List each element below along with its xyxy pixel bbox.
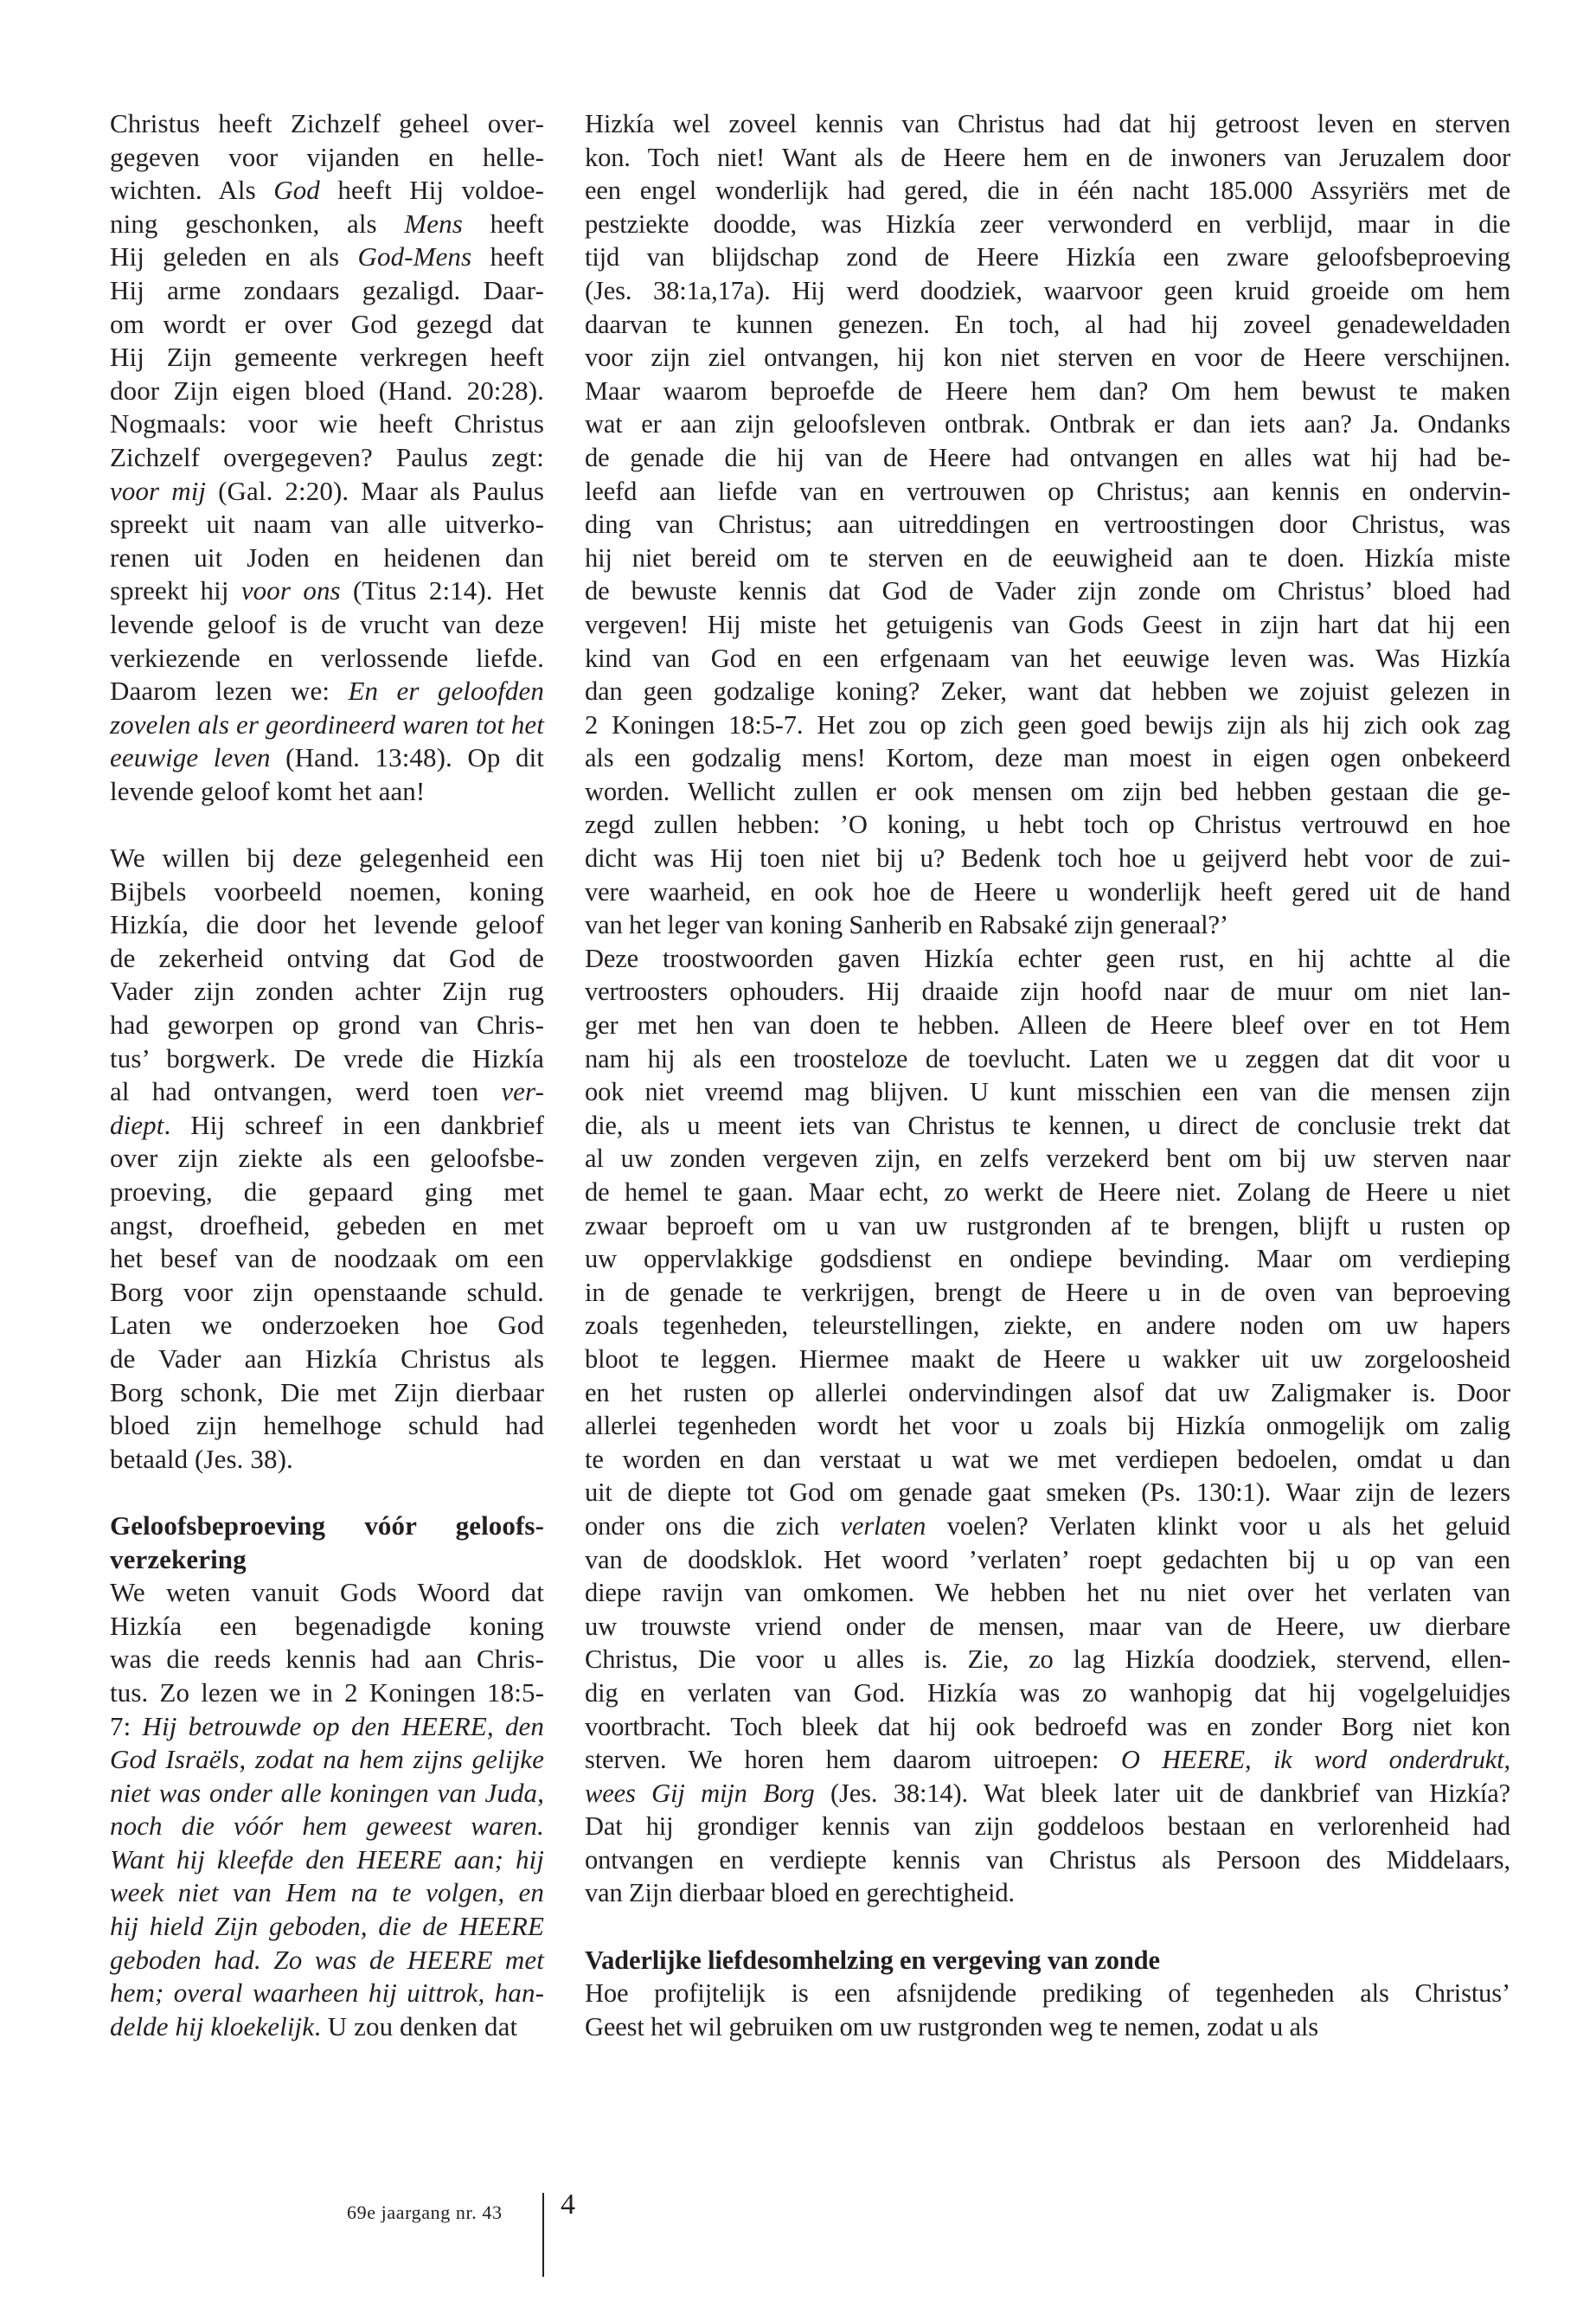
- body-text-line: Deze troostwoorden gaven Hizkía echter geen rust, en hij achtte al die: [585, 943, 1510, 973]
- body-text-line: als een godzalig mens! Kortom, deze man moest in eigen ogen onbekeerd: [585, 743, 1510, 773]
- body-text-line: ding van Christus; aan uitreddingen en vertroostingen door Christus, was: [585, 510, 1510, 540]
- emphasis-text: God-Mens: [357, 241, 472, 272]
- body-text-line: Hoe profijtelijk is een afsnijdende prediking of tegenheden als Christus’: [585, 1978, 1510, 2009]
- body-text-line: proeving, die gepaard ging met: [110, 1176, 544, 1207]
- body-text-line: [110, 1876, 544, 1910]
- body-text-line: had geworpen op grond van Chris-: [110, 1009, 544, 1041]
- section-heading: Vaderlijke liefdesomhelzing en vergeving van zonde: [585, 1945, 1160, 1975]
- body-text-line: Hij geleden en als God-Mens heeft: [110, 241, 544, 272]
- page-footer: [0, 2158, 1596, 2288]
- body-text-line: spreekt hij voor ons (Titus 2:14). Het: [110, 575, 544, 606]
- body-text-line: vere waarheid, en ook hoe de Heere u wonderlijk heeft gered uit de hand: [585, 876, 1510, 907]
- body-text-line: [110, 1944, 544, 1977]
- body-text-line: voor zijn ziel ontvangen, hij kon niet sterven en voor de Heere verschijnen.: [585, 343, 1510, 373]
- body-text-line: [110, 1743, 544, 1777]
- body-text-line: vergeven! Hij miste het getuigenis van Gods Geest in zijn hart dat hij een: [585, 609, 1510, 639]
- body-text-line: kind van God en een erfgenaam van het eeuwige leven was. Was Hizkía: [585, 643, 1510, 673]
- body-text-line: ning geschonken, als Mens heeft: [110, 208, 544, 239]
- emphasis-text: zovelen als er geordineerd waren tot het: [110, 708, 544, 740]
- body-text-line: [110, 1810, 544, 1843]
- body-text-line: hij niet bereid om te sterven en de eeuwigheid aan te doen. Hizkía miste: [585, 542, 1510, 573]
- body-text-line: angst, droefheid, gebeden en met: [110, 1209, 544, 1240]
- body-text-line: daarvan te kunnen genezen. En toch, al had hij zoveel genadeweldaden: [585, 309, 1510, 339]
- body-text-line: Hij Zijn gemeente verkregen heeft: [110, 342, 544, 373]
- body-text-line: leefd aan liefde van en vertrouwen op Christus; aan kennis en ondervin-: [585, 476, 1510, 506]
- body-text-line: Maar waarom beproefde de Heere hem dan? Om hem bewust te maken: [585, 375, 1510, 406]
- emphasis-text: hem; overal waarheen hij uittrok, han-: [110, 1977, 544, 2009]
- body-text-line: sterven. We horen hem daarom uitroepen: O HEERE, ik word onderdrukt,: [585, 1745, 1510, 1775]
- body-text-line: van Zijn dierbaar bloed en gerechtigheid.: [585, 1878, 1015, 1908]
- body-text-line: van de doodsklok. Het woord ’verlaten’ roept gedachten bij u op van een: [585, 1544, 1510, 1574]
- body-text-line: Vader zijn zonden achter Zijn rug: [110, 976, 544, 1007]
- body-text-line: verkiezende en verlossende liefde.: [110, 642, 544, 673]
- body-text-line: was die reeds kennis had aan Chris-: [110, 1644, 544, 1675]
- footer-divider: [542, 2193, 544, 2277]
- body-text-line: het besef van de noodzaak om een: [110, 1243, 544, 1274]
- emphasis-text: geboden had. Zo was de HEERE met: [110, 1944, 544, 1975]
- emphasis-text: hij hield Zijn geboden, die de HEERE: [110, 1911, 544, 1942]
- body-text-line: al uw zonden vergeven zijn, en zelfs verzekerd bent om bij uw sterven naar: [585, 1144, 1510, 1174]
- body-text-line: diept. Hij schreef in een dankbrief: [110, 1109, 544, 1140]
- emphasis-text: God: [273, 175, 320, 206]
- emphasis-text: voor ons: [240, 575, 341, 606]
- emphasis-text: eeuwige leven: [110, 742, 271, 773]
- body-text-line: de genade die hij van de Heere had ontvangen en alles wat hij had be-: [585, 442, 1510, 472]
- emphasis-text: En er geloofden: [348, 676, 544, 707]
- right-column: [585, 107, 1510, 2043]
- body-text-line: Bijbels voorbeeld noemen, koning: [110, 875, 544, 907]
- body-text-line: zwaar beproeft om u van uw rustgronden af te brengen, blijft u rusten op: [585, 1210, 1510, 1240]
- body-text-line: (Jes. 38:1a,17a). Hij werd doodziek, waarvoor geen kruid groeide om hem: [585, 275, 1510, 305]
- body-text-line: [110, 1910, 544, 1944]
- body-text-line: door Zijn eigen bloed (Hand. 20:28).: [110, 375, 544, 406]
- body-text-line: Christus heeft Zichzelf geheel over-: [110, 108, 544, 138]
- emphasis-text: O HEERE, ik word onderdrukt,: [1120, 1745, 1510, 1775]
- body-text-line: delde hij kloekelijk. U zou denken dat: [110, 2010, 518, 2041]
- body-text-line: ger met hen van doen te hebben. Alleen de Heere bleef over en tot Hem: [585, 1010, 1510, 1041]
- body-text-line: bloed zijn hemelhoge schuld had: [110, 1410, 544, 1441]
- body-text-line: [110, 1777, 544, 1811]
- body-text-line: om wordt er over God gezegd dat: [110, 308, 544, 339]
- body-text-line: uw oppervlakkige godsdienst en ondiepe bevinding. Maar om verdieping: [585, 1244, 1510, 1274]
- emphasis-text: ver-: [501, 1076, 544, 1107]
- body-text-line: nam hij als een troosteloze de toevlucht. Laten we u zeggen dat dit voor u: [585, 1043, 1510, 1074]
- body-text-line: spreekt uit naam van alle uitverko-: [110, 509, 544, 540]
- body-text-line: tus’ borgwerk. De vrede die Hizkía: [110, 1042, 544, 1074]
- left-column: [110, 107, 544, 2043]
- body-text-line: ook niet vreemd mag blijven. U kunt misschien een van die mensen zijn: [585, 1077, 1510, 1107]
- section-heading: Geloofsbeproeving vóór geloofs-: [110, 1509, 544, 1541]
- body-text-line: Borg voor zijn openstaande schuld.: [110, 1276, 544, 1307]
- body-text-line: zoals tegenheden, teleurstellingen, ziekte, en andere noden om uw hapers: [585, 1311, 1510, 1341]
- body-text-line: Dat hij grondiger kennis van zijn goddeloos bestaan en verlorenheid had: [585, 1811, 1510, 1842]
- body-text-line: Hizkía een begenadigde koning: [110, 1610, 544, 1641]
- body-text-line: uw trouwste vriend onder de mensen, maar van de Heere, uw dierbare: [585, 1611, 1510, 1641]
- body-text-line: Daarom lezen we: En er geloofden: [110, 676, 544, 707]
- body-text-line: [110, 1843, 544, 1877]
- body-text-line: Geest het wil gebruiken om uw rustgronden weg te nemen, zodat u als: [585, 2011, 1318, 2041]
- body-text-line: dig en verlaten van God. Hizkía was zo wanhopig dat hij vogelgeluidjes: [585, 1677, 1510, 1708]
- body-text-line: kon. Toch niet! Want als de Heere hem en de inwoners van Jeruzalem door: [585, 142, 1510, 172]
- emphasis-text: God Israëls, zodat na hem zijns gelijke: [110, 1744, 544, 1775]
- body-text-line: levende geloof is de vrucht van deze: [110, 608, 544, 639]
- page-number: 4: [561, 2189, 575, 2221]
- body-text-line: de bewuste kennis dat God de Vader zijn zonde om Christus’ bloed had: [585, 576, 1510, 606]
- body-text-line: ontvangen en verdiepte kennis van Christus als Persoon des Middelaars,: [585, 1844, 1510, 1875]
- body-text-line: [110, 708, 544, 742]
- body-text-line: We weten vanuit Gods Woord dat: [110, 1577, 544, 1608]
- body-text-line: worden. Wellicht zullen er ook mensen om zijn bed hebben gestaan die ge-: [585, 776, 1510, 806]
- body-text-line: wat er aan zijn geloofsleven ontbrak. Ontbrak er dan iets aan? Ja. Ondanks: [585, 409, 1510, 439]
- body-text-line: wees Gij mijn Borg (Jes. 38:14). Wat bleek later uit de dankbrief van Hizkía?: [585, 1778, 1510, 1808]
- body-text-line: al had ontvangen, werd toen ver-: [110, 1076, 544, 1107]
- emphasis-text: Want hij kleefde den HEERE aan; hij: [110, 1843, 544, 1875]
- body-text-line: eeuwige leven (Hand. 13:48). Op dit: [110, 742, 545, 773]
- body-text-line: zegd zullen hebben: ’O koning, u hebt toch op Christus vertrouwd en hoe: [585, 810, 1510, 840]
- body-text-line: voortbracht. Toch bleek dat hij ook bedroefd was en zonder Borg niet kon: [585, 1711, 1510, 1741]
- paragraph-gap: [110, 808, 544, 842]
- body-text-line: in de genade te verkrijgen, brengt de Heere u in de oven van beproeving: [585, 1277, 1510, 1307]
- body-text-line: Hizkía wel zoveel kennis van Christus had dat hij getroost leven en sterven: [585, 109, 1510, 138]
- body-text-line: onder ons die zich verlaten voelen? Verlaten klinkt voor u als het geluid: [585, 1510, 1511, 1541]
- body-text-line: dan geen godzalige koning? Zeker, want dat hebben we zojuist gelezen in: [585, 676, 1510, 707]
- body-text-line: Nogmaals: voor wie heeft Christus: [110, 408, 544, 439]
- emphasis-text: niet was onder alle koningen van Juda,: [110, 1777, 544, 1808]
- body-text-line: uit de diepte tot God om genade gaat smeken (Ps. 130:1). Waar zijn de lezers: [585, 1477, 1510, 1508]
- paragraph-gap: [110, 1476, 544, 1509]
- body-text-line: renen uit Joden en heidenen dan: [110, 542, 544, 573]
- body-text-line: dicht was Hij toen niet bij u? Bedenk toch hoe u geijverd hebt voor de zui-: [585, 843, 1510, 874]
- emphasis-text: diept: [110, 1109, 164, 1140]
- emphasis-text: wees Gij mijn Borg: [585, 1778, 815, 1808]
- body-text-line: levende geloof komt het aan!: [110, 775, 426, 806]
- body-text-line: Hij arme zondaars gezaligd. Daar-: [110, 274, 544, 305]
- body-text-line: te worden en dan verstaat u wat we met verdiepen bedoelen, omdat u dan: [585, 1444, 1510, 1474]
- emphasis-text: noch die vóór hem geweest waren.: [110, 1811, 544, 1842]
- body-text-line: wichten. Als God heeft Hij voldoe-: [110, 175, 544, 206]
- body-text-line: 2 Koningen 18:5-7. Het zou op zich geen goed bewijs zijn als hij zich ook zag: [585, 709, 1510, 740]
- emphasis-text: delde hij kloekelijk: [110, 2010, 315, 2041]
- body-text-line: van het leger van koning Sanherib en Rabsaké zijn generaal?’: [585, 910, 1228, 940]
- body-text-line: Borg schonk, Die met Zijn dierbaar: [110, 1376, 544, 1407]
- body-text-line: We willen bij deze gelegenheid een: [110, 843, 544, 874]
- paragraph-gap: [585, 1910, 1510, 1944]
- emphasis-text: week niet van Hem na te volgen, en: [110, 1877, 544, 1908]
- body-text-line: Zichzelf overgegeven? Paulus zegt:: [110, 441, 544, 472]
- emphasis-text: Hij betrouwde op den HEERE, den: [142, 1710, 544, 1741]
- emphasis-text: Mens: [404, 208, 463, 239]
- body-text-line: vertroosters ophouders. Hij draaide zijn hoofd naar de muur om niet lan-: [585, 977, 1510, 1007]
- body-text-line: en het rusten op allerlei ondervindingen alsof dat uw Zaligmaker is. Door: [585, 1377, 1510, 1407]
- body-text-line: een engel wonderlijk had gered, die in één nacht 185.000 Assyriërs met de: [585, 176, 1510, 206]
- body-text-line: tijd van blijdschap zond de Heere Hizkía een zware geloofsbeproeving: [585, 242, 1510, 272]
- body-text-line: Christus, Die voor u alles is. Zie, zo lag Hizkía doodziek, stervend, ellen-: [585, 1644, 1510, 1675]
- issue-label: 69e jaargang nr. 43: [347, 2202, 503, 2223]
- body-text-line: die, als u meent iets van Christus te kennen, u direct de conclusie trekt dat: [585, 1110, 1510, 1140]
- body-text-line: pestziekte doodde, was Hizkía zeer verwonderd en verblijd, maar in die: [585, 208, 1510, 239]
- body-text-line: Laten we onderzoeken hoe God: [110, 1310, 544, 1341]
- body-text-line: 7: Hij betrouwde op den HEERE, den: [110, 1710, 544, 1741]
- body-text-line: over zijn ziekte als een geloofsbe-: [110, 1143, 544, 1174]
- body-text-line: de Vader aan Hizkía Christus als: [110, 1343, 544, 1374]
- section-heading: verzekering: [110, 1543, 247, 1574]
- emphasis-text: voor mij: [110, 475, 207, 506]
- body-text-line: voor mij (Gal. 2:20). Maar als Paulus: [110, 475, 544, 506]
- body-text-line: de hemel te gaan. Maar echt, zo werkt de Heere niet. Zolang de Heere u niet: [585, 1177, 1510, 1207]
- body-text-line: gegeven voor vijanden en helle-: [110, 141, 544, 172]
- body-text-line: [110, 1977, 544, 2010]
- body-text-line: diepe ravijn van omkomen. We hebben het nu niet over het verlaten van: [585, 1578, 1510, 1608]
- body-text-line: Hizkía, die door het levende geloof: [110, 909, 544, 940]
- body-text-line: betaald (Jes. 38).: [110, 1443, 293, 1474]
- body-text-line: bloot te leggen. Hiermee maakt de Heere u wakker uit uw zorgeloosheid: [585, 1343, 1510, 1374]
- emphasis-text: verlaten: [840, 1510, 926, 1541]
- body-text-line: allerlei tegenheden wordt het voor u zoals bij Hizkía onmogelijk om zalig: [585, 1411, 1510, 1441]
- body-text-line: de zekerheid ontving dat God de: [110, 942, 544, 973]
- body-text-line: tus. Zo lezen we in 2 Koningen 18:5-: [110, 1676, 544, 1708]
